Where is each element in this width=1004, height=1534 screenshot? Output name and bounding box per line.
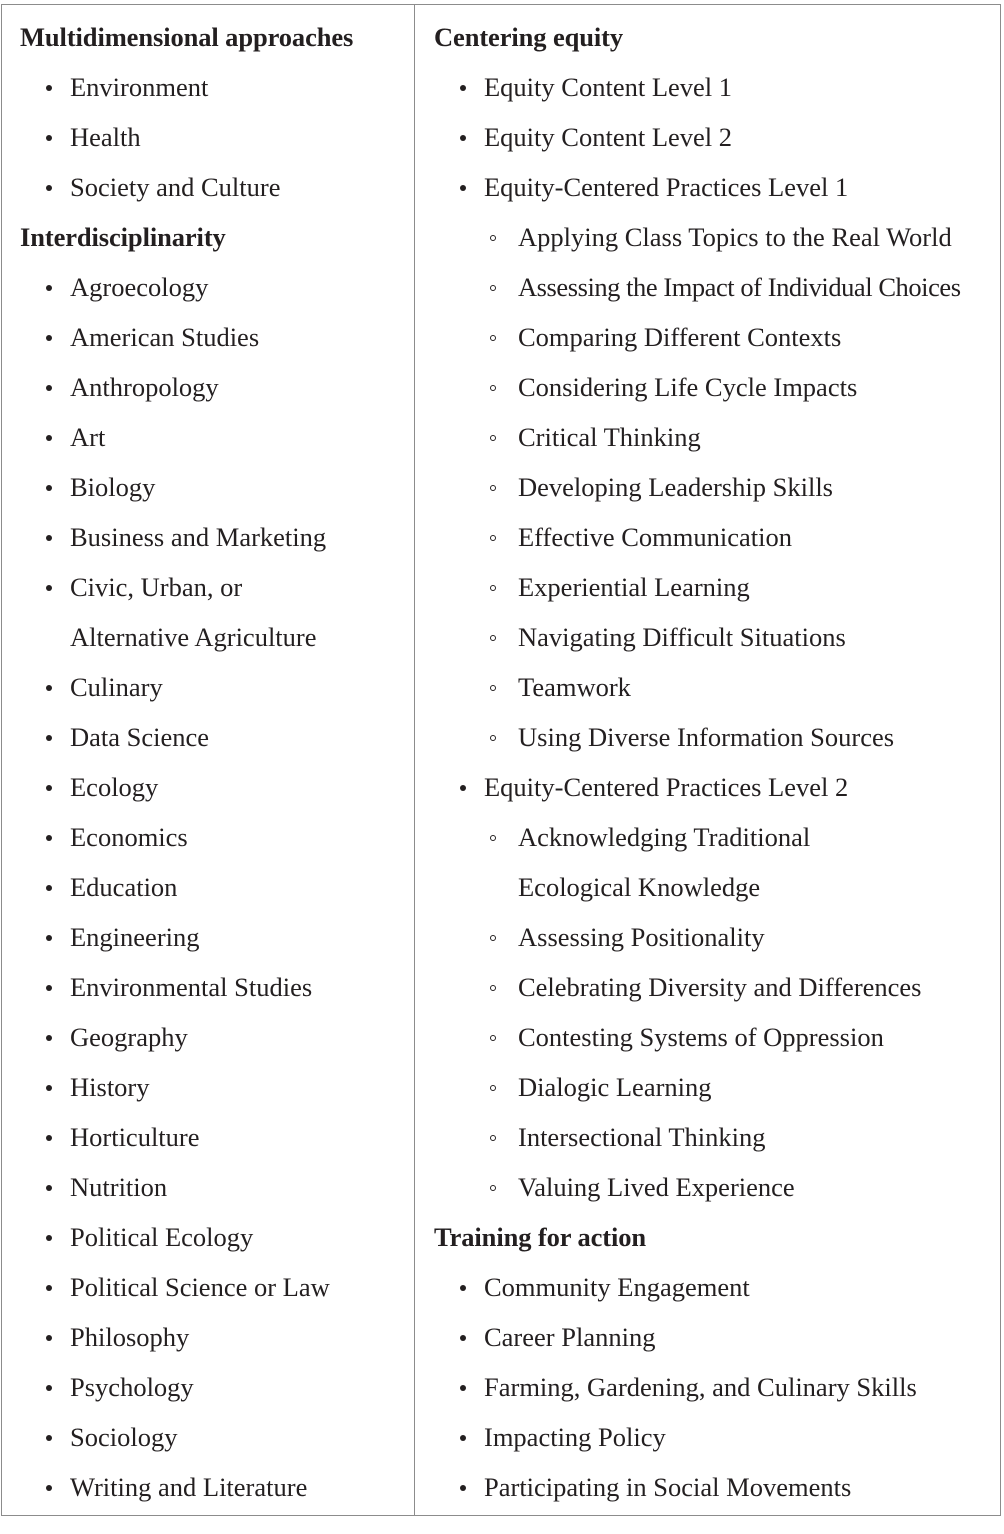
- list-item: Writing and Literature: [20, 1462, 410, 1512]
- list-item: Career Planning: [434, 1312, 1000, 1362]
- list-item: Business and Marketing: [20, 512, 410, 562]
- list-item: Data Science: [20, 712, 410, 762]
- list-item: Farming, Gardening, and Culinary Skills: [434, 1362, 1000, 1412]
- list-item: American Studies: [20, 312, 410, 362]
- sub-list-item: Assessing Positionality: [434, 912, 1000, 962]
- sub-list-item: Navigating Difficult Situations: [434, 612, 1000, 662]
- heading-multidimensional-approaches: Multidimensional approaches: [20, 22, 354, 52]
- sub-list-item: Teamwork: [434, 662, 1000, 712]
- list-item: Political Science or Law: [20, 1262, 410, 1312]
- sub-list-item: Critical Thinking: [434, 412, 1000, 462]
- list-item: Equity Content Level 1: [434, 62, 1000, 112]
- list-item: Psychology: [20, 1362, 410, 1412]
- list-item: Impacting Policy: [434, 1412, 1000, 1462]
- sub-list-item: Assessing the Impact of Individual Choices: [434, 262, 1000, 312]
- sub-list-item: Applying Class Topics to the Real World: [434, 212, 1000, 262]
- list-item-continuation: Alternative Agriculture: [70, 622, 317, 652]
- list-item: Culinary: [20, 662, 410, 712]
- right-column: [434, 12, 1000, 1512]
- list-item: History: [20, 1062, 410, 1112]
- list-item: Health: [20, 112, 410, 162]
- list-item: Agroecology: [20, 262, 410, 312]
- heading-training-for-action: Training for action: [434, 1222, 647, 1252]
- list-item: Civic, Urban, or: [20, 562, 410, 612]
- list-item: Environmental Studies: [20, 962, 410, 1012]
- left-column: [20, 12, 410, 1512]
- list-item: Ecology: [20, 762, 410, 812]
- list-item: Society and Culture: [20, 162, 410, 212]
- sub-list-item: Acknowledging Traditional: [434, 812, 1000, 862]
- sub-list-item: Dialogic Learning: [434, 1062, 1000, 1112]
- sub-list-item: Intersectional Thinking: [434, 1112, 1000, 1162]
- list-item: Philosophy: [20, 1312, 410, 1362]
- list-item: Engineering: [20, 912, 410, 962]
- sub-list-item: Contesting Systems of Oppression: [434, 1012, 1000, 1062]
- list-item: Participating in Social Movements: [434, 1462, 1000, 1512]
- list-item: Community Engagement: [434, 1262, 1000, 1312]
- list-item: Equity Content Level 2: [434, 112, 1000, 162]
- sub-list-item: Developing Leadership Skills: [434, 462, 1000, 512]
- column-divider: [414, 4, 415, 1516]
- list-item: Equity-Centered Practices Level 1: [434, 162, 1000, 212]
- sub-list-item: Effective Communication: [434, 512, 1000, 562]
- sub-list-item: Celebrating Diversity and Differences: [434, 962, 1000, 1012]
- list-item: Horticulture: [20, 1112, 410, 1162]
- list-item: Environment: [20, 62, 410, 112]
- list-item: Equity-Centered Practices Level 2: [434, 762, 1000, 812]
- list-item: Economics: [20, 812, 410, 862]
- list-item: Nutrition: [20, 1162, 410, 1212]
- list-item: Political Ecology: [20, 1212, 410, 1262]
- list-item: Geography: [20, 1012, 410, 1062]
- sub-list-item: Considering Life Cycle Impacts: [434, 362, 1000, 412]
- sub-list-item: Using Diverse Information Sources: [434, 712, 1000, 762]
- list-item: Art: [20, 412, 410, 462]
- sub-list-item: Valuing Lived Experience: [434, 1162, 1000, 1212]
- heading-interdisciplinarity: Interdisciplinarity: [20, 222, 226, 252]
- list-item: Anthropology: [20, 362, 410, 412]
- list-item: Sociology: [20, 1412, 410, 1462]
- sub-list-item: Experiential Learning: [434, 562, 1000, 612]
- list-item: Education: [20, 862, 410, 912]
- sub-list-item-continuation: Ecological Knowledge: [518, 872, 761, 902]
- sub-list-item: Comparing Different Contexts: [434, 312, 1000, 362]
- list-item: Biology: [20, 462, 410, 512]
- heading-centering-equity: Centering equity: [434, 22, 624, 52]
